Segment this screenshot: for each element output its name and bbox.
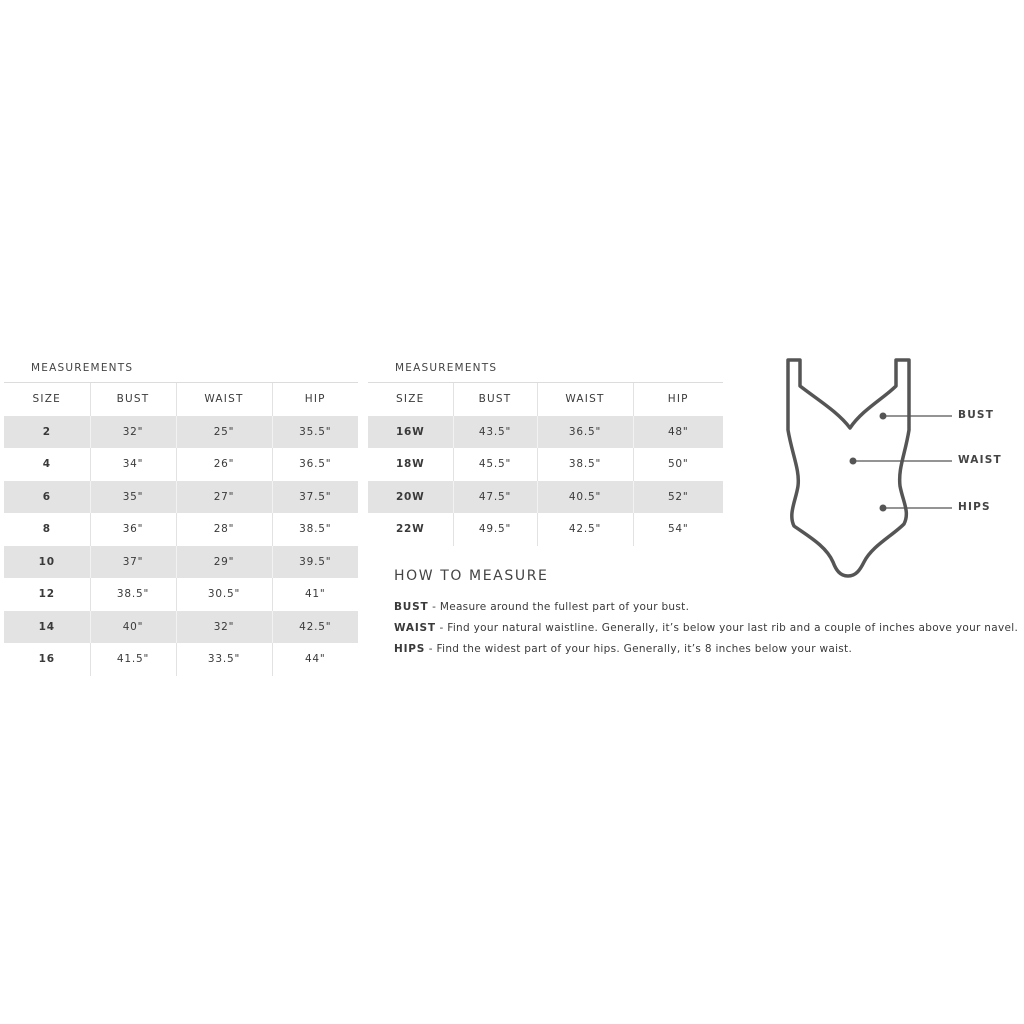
cell-hip: 48" (633, 416, 723, 449)
right-size-table (368, 382, 723, 546)
table-row (4, 643, 358, 676)
cell-waist: 40.5" (537, 481, 633, 514)
how-term: WAIST (394, 622, 436, 634)
cell-size: 12 (38, 588, 55, 601)
how-term: HIPS (394, 643, 426, 655)
cell-hip: 36.5" (272, 448, 358, 481)
how-item-waist (394, 622, 1018, 634)
cell-size: 6 (4, 481, 90, 514)
how-to-measure-title: HOW TO MEASURE (394, 568, 549, 584)
how-text: - Measure around the fullest part of your bust. (428, 601, 690, 613)
header-waist: WAIST (537, 383, 633, 416)
cell-waist: 27" (176, 481, 272, 514)
cell-bust: 36" (90, 513, 176, 546)
swimsuit-outline-icon (780, 350, 1010, 590)
header-size: SIZE (4, 383, 90, 416)
right-table-label: MEASUREMENTS (395, 362, 498, 374)
header-size: SIZE (368, 383, 453, 416)
left-size-table (4, 382, 358, 676)
diagram-label-waist: WAIST (958, 454, 1002, 466)
how-term: BUST (394, 601, 429, 613)
cell-waist: 33.5" (176, 643, 272, 676)
cell-bust: 40" (90, 611, 176, 644)
table-row (368, 481, 723, 514)
cell-waist: 38.5" (537, 448, 633, 481)
cell-waist: 26" (176, 448, 272, 481)
cell-bust: 45.5" (453, 448, 537, 481)
cell-bust: 32" (90, 416, 176, 449)
cell-waist: 32" (176, 611, 272, 644)
cell-bust: 35" (90, 481, 176, 514)
cell-size: 18W (395, 458, 425, 471)
cell-hip: 39.5" (272, 546, 358, 579)
table-header-row (4, 383, 358, 416)
swimsuit-outline (788, 360, 909, 576)
cell-bust: 43.5" (453, 416, 537, 449)
cell-bust: 41.5" (90, 643, 176, 676)
table-header-row (368, 383, 723, 416)
cell-hip: 50" (633, 448, 723, 481)
cell-waist: 28" (176, 513, 272, 546)
header-waist: WAIST (176, 383, 272, 416)
cell-hip: 44" (272, 643, 358, 676)
cell-bust: 34" (90, 448, 176, 481)
cell-bust: 49.5" (453, 513, 537, 546)
header-bust: BUST (453, 383, 537, 416)
diagram-label-bust: BUST (958, 409, 995, 421)
cell-hip: 35.5" (272, 416, 358, 449)
header-hip: HIP (633, 383, 723, 416)
how-text: - Find your natural waistline. Generally, it’s below your last rib and a couple of inches above your navel. (435, 622, 1019, 634)
cell-size: 20W (368, 481, 453, 514)
how-item-bust (394, 601, 689, 613)
cell-waist: 36.5" (537, 416, 633, 449)
cell-waist: 29" (176, 546, 272, 579)
table-row (368, 513, 723, 546)
cell-waist: 25" (176, 416, 272, 449)
cell-size: 16W (368, 416, 453, 449)
table-row (4, 513, 358, 546)
cell-hip: 42.5" (272, 611, 358, 644)
how-text: - Find the widest part of your hips. Generally, it’s 8 inches below your waist. (425, 643, 853, 655)
table-row (4, 578, 358, 611)
cell-size: 16 (38, 653, 55, 666)
cell-waist: 30.5" (176, 578, 272, 611)
header-bust: BUST (90, 383, 176, 416)
table-row (4, 481, 358, 514)
cell-bust: 38.5" (90, 578, 176, 611)
cell-size: 2 (4, 416, 90, 449)
header-hip: HIP (272, 383, 358, 416)
measurement-diagram (780, 350, 1010, 590)
cell-size: 8 (42, 523, 51, 536)
cell-size: 10 (4, 546, 90, 579)
cell-hip: 41" (272, 578, 358, 611)
cell-waist: 42.5" (537, 513, 633, 546)
table-row (4, 448, 358, 481)
table-row (4, 546, 358, 579)
cell-hip: 54" (633, 513, 723, 546)
cell-size: 22W (395, 523, 425, 536)
cell-bust: 47.5" (453, 481, 537, 514)
diagram-label-hips: HIPS (958, 501, 991, 513)
cell-hip: 37.5" (272, 481, 358, 514)
left-table-label: MEASUREMENTS (31, 362, 134, 374)
cell-bust: 37" (90, 546, 176, 579)
table-row (4, 416, 358, 449)
cell-hip: 52" (633, 481, 723, 514)
how-item-hips (394, 643, 852, 655)
table-row (368, 416, 723, 449)
table-row (4, 611, 358, 644)
table-row (368, 448, 723, 481)
cell-size: 4 (42, 458, 51, 471)
cell-hip: 38.5" (272, 513, 358, 546)
cell-size: 14 (4, 611, 90, 644)
